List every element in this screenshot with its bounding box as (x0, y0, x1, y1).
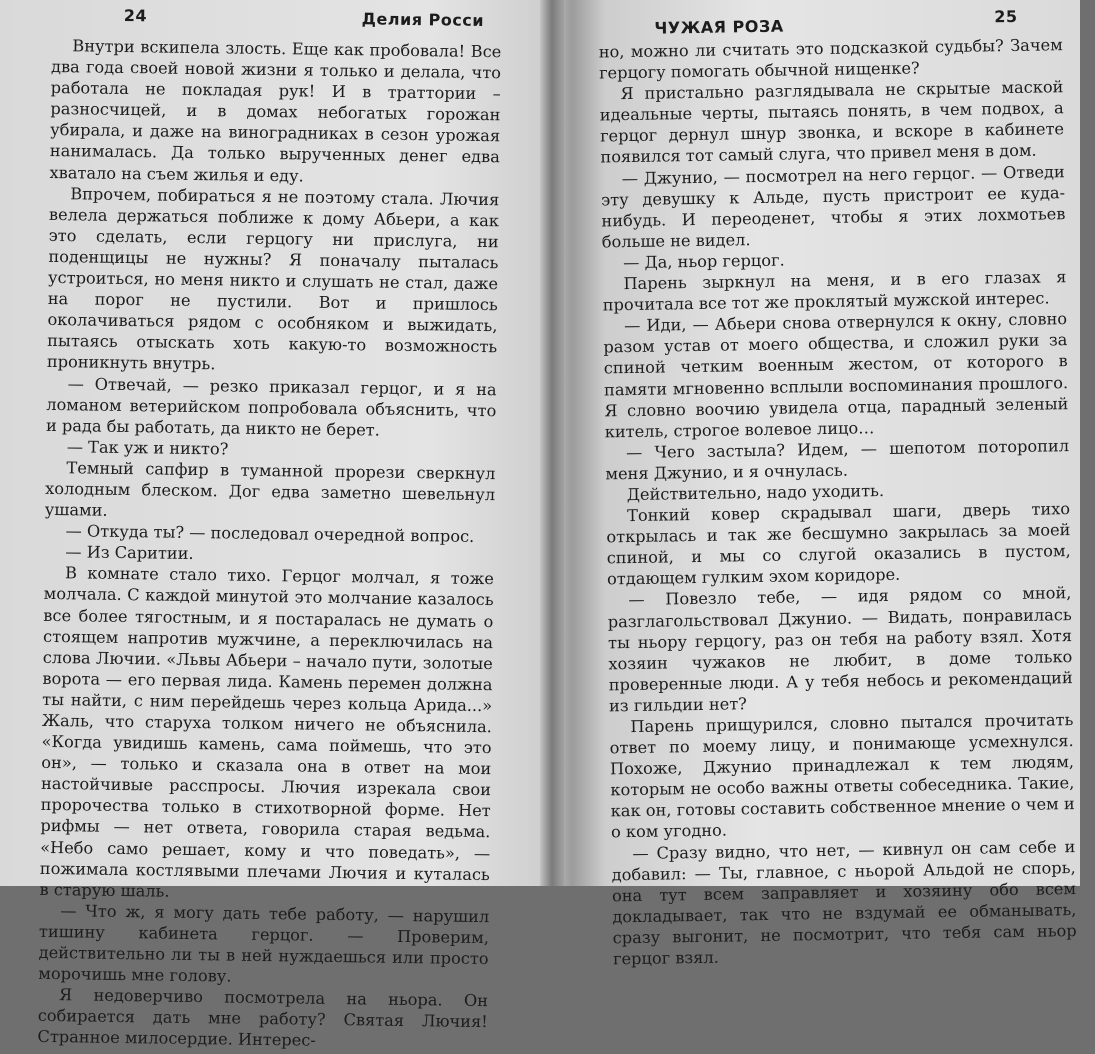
right-page-body (599, 34, 1078, 969)
page-number: 24 (123, 5, 148, 26)
page-number: 25 (994, 6, 1018, 27)
paragraph: Я пристально разглядывала не скрытые маской идеальные черты, пытаясь понять, в чем подвох, а герцог дернул шнур звонка, и вскоре в кабинете появился тот самый слуга, что привел меня в дом. (599, 77, 1065, 167)
paragraph: но, можно ли считать это подсказкой судьбы? Зачем герцогу помогать обычной нищенке? (598, 35, 1063, 83)
paragraph: Действительно, надо уходить. (626, 481, 885, 505)
paragraph: Я недоверчиво посмотрела на ньора. Он собирается дать мне работу? Святая Лючия! Странное милосердие. Интерес- (37, 985, 489, 1051)
right-page (560, 0, 1094, 969)
paragraph: — Из Саритии. (65, 542, 194, 564)
paragraph: — Да, ньор герцог. (622, 250, 785, 273)
paragraph: — Так уж и никто? (66, 436, 229, 459)
paragraph: Парень прищурился, словно пытался прочитать ответ по моему лицу, и понимающе усмехнулся. Похоже, Джунио принадлежал к тем людям, которым не особо важны ответы собеседника. Такие, как он, готовы составить собственное мнение о чем и о ком угодно. (609, 710, 1075, 842)
book-gutter (540, 0, 564, 886)
paragraph: — Джунио, — посмотрел на него герцог. — Отведи эту девушку к Альде, пусть пристроит ее куда-нибудь. И переоденет, чтобы я этих лохмотьев больше не видел. (600, 161, 1066, 252)
paragraph: — Отвечай, — резко приказал герцог, и я на ломаном ветерийском попробовала объяснить, что и рада бы работать, да никто не берет. (45, 373, 497, 440)
left-page-header (51, 0, 501, 41)
paragraph: Тонкий ковер скрадывал шаги, дверь тихо открылась и так же бесшумно закрылась за моей спиной, и мы со слугой оказались в пустом, отдающем гулким эхом коридоре. (606, 499, 1071, 589)
paragraph: Темный сапфир в туманной прорези сверкнул холодным блеском. Дог едва заметно шевельнул ушами. (44, 458, 496, 520)
running-head: ЧУЖАЯ РОЗА (654, 16, 784, 38)
running-head: Делия Росси (361, 9, 485, 30)
left-page (0, 0, 540, 1051)
right-page-header (598, 0, 1063, 41)
paragraph: — Сразу видно, что нет, — кивнул он сам себе и добавил: — Ты, главное, с ньорой Альдой не спорь, она тут всем заправляет и хозяину обо всем докладывает, так что не вздумай ее обманывать, сразу выгонит, не посмотрит, что тебя сам ньор герцог взял. (611, 836, 1077, 969)
paragraph: — Чего застыла? Идем, — шепотом поторопил меня Джунио, и я очнулась. (605, 435, 1070, 484)
paragraph: — Что ж, я могу дать тебе работу, — нарушил тишину кабинета герцог. — Проверим, действительно ли ты в ней нуждаешься или просто морочишь мне голову. (38, 901, 490, 986)
paragraph: В комнате стало тихо. Герцог молчал, я тоже молчала. С каждой минутой это молчание казалось все более тягостным, и я постаралась не думать о стоящем напротив мужчине, а переключилась на слова Лючии. «Львы Абьери – начало пути, золотые ворота — его первая лида. Камень перемен должна ты найти, с ним перейдешь через кольца Арида...» Жаль, что старуха толком ничего не объяснила. «Когда увидишь камень, сама поймешь, что это он», — только и сказала она в ответ на мои настойчивые расспросы. Лючия изрекала свои пророчества только в стихотворной форме. Нет рифмы — нет ответа, говорила старая ведьма. «Небо само решает, кому и что поведать», — пожимала костлявыми плечами Лючия и куталась в старую шаль. (39, 563, 495, 901)
paragraph: Внутри вскипела злость. Еще как пробовала! Все два года своей новой жизни я только и делала, что работала не покладая рук! И в траттории – разносчицей, и в домах небогатых горожан убирала, и даже на виноградниках в сезон урожая нанималась. Да только вырученных денег едва хватало на съем жилья и еду. (49, 36, 502, 186)
paragraph: — Откуда ты? — последовал очередной вопрос. (65, 521, 475, 547)
left-page-body (37, 35, 501, 1054)
paragraph: — Повезло тебе, — идя рядом со мной, разглагольствовал Джунио. — Видать, понравилась ты ньору герцогу, раз он тебя на работу взял. Хотя хозяин чужаков не любит, в доме только проверенные люди. А у тебя небось и рекомендаций из гильдии нет? (607, 583, 1073, 716)
paragraph: — Иди, — Абьери снова отвернулся к окну, словно разом устав от моего общества, и сложил руки за спиной четким военным жестом, от которого в памяти мгновенно всплыли воспоминания прошлого. Я словно воочию увидела отца, парадный зеленый китель, строгое волевое лицо… (603, 309, 1069, 442)
paragraph: Парень зыркнул на меня, и в его глазах я прочитала все тот же проклятый мужской интерес. (602, 267, 1067, 315)
paragraph: Впрочем, побираться я не поэтому стала. Лючия велела держаться поближе к дому Абьери, а как это сделать, если герцогу ни прислуга, ни поденщицы не нужны? Я поначалу пыталась устроиться, но меня никто и слушать не стал, даже на порог не пустили. Вот и пришлось околачиваться рядом с особняком и выжидать, пытаясь отыскать хоть какую-то возможность проникнуть внутрь. (46, 183, 500, 374)
